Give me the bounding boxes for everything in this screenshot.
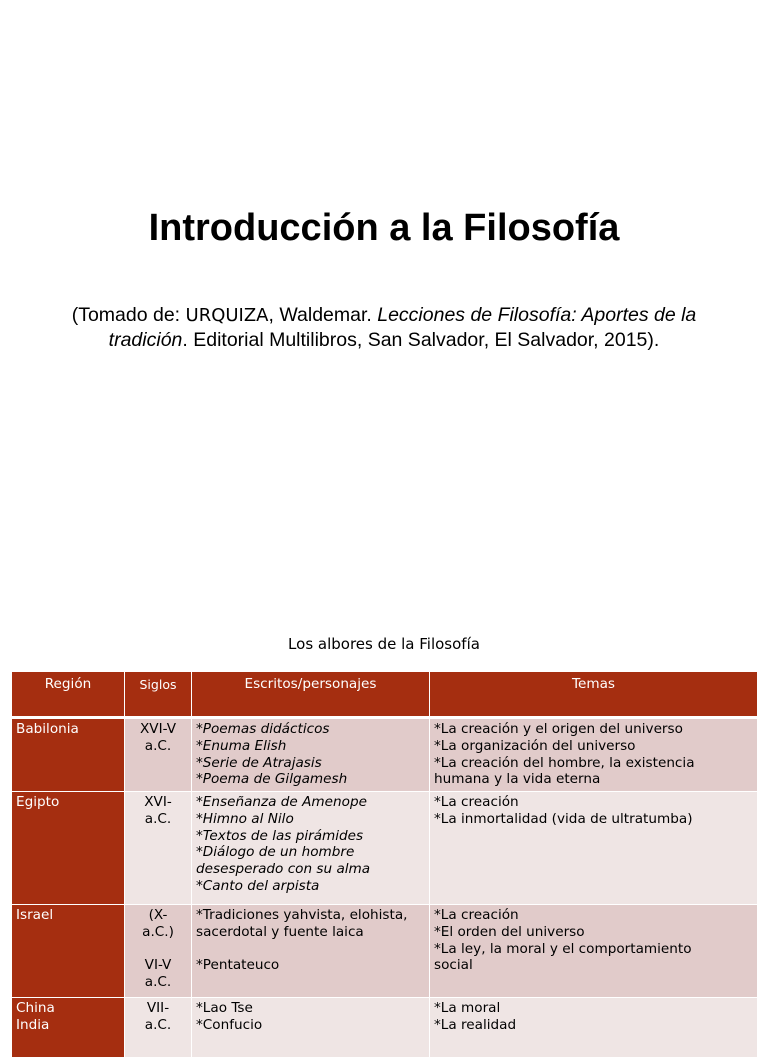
themes-cell-line: *La ley, la moral y el comportamiento — [434, 940, 692, 957]
region-cell-line: Israel — [16, 907, 54, 923]
region-cell-line: Egipto — [16, 794, 60, 810]
source-book-title: Lecciones de Filosofía: Aportes de la tradición — [108, 304, 697, 351]
themes-cell-line: social — [434, 957, 473, 974]
table-caption: Los albores de la Filosofía — [288, 635, 480, 653]
writings-cell — [192, 998, 430, 1058]
centuries-cell-line: a.C. — [144, 810, 172, 827]
writings-cell-line: *Himno al Nilo — [196, 810, 294, 827]
centuries-cell-line: a.C. — [144, 974, 172, 991]
region-cell-line: China — [16, 1000, 55, 1016]
writings-cell-line: *Tradiciones yahvista, elohista, — [196, 907, 408, 923]
source-open: (Tomado de: — [71, 304, 186, 326]
header-themes: Temas — [430, 672, 758, 718]
writings-cell-line: *Enseñanza de Amenope — [196, 794, 367, 810]
source-after-author: , Waldemar. — [268, 304, 378, 326]
centuries-cell-line: a.C. — [144, 737, 172, 754]
header-writings: Escritos/personajes — [192, 672, 430, 718]
source-author: URQUIZA — [185, 305, 269, 326]
header-centuries: Siglos — [125, 672, 192, 718]
themes-cell-line: humana y la vida eterna — [434, 771, 601, 788]
themes-cell — [430, 905, 758, 998]
header-region: Región — [12, 672, 125, 718]
themes-cell-line: *La creación y el origen del universo — [434, 721, 683, 737]
table-row — [12, 792, 758, 905]
philosophy-origins-table — [11, 671, 758, 1058]
table-header-row — [12, 672, 758, 718]
themes-cell-line: *La creación — [434, 907, 519, 923]
centuries-cell-line: XVI- — [144, 794, 172, 810]
themes-cell-line: *La creación del hombre, la existencia — [434, 754, 695, 771]
source-citation — [30, 303, 738, 353]
table-body — [12, 718, 758, 1058]
writings-cell-line: desesperado con su alma — [196, 861, 371, 878]
centuries-cell-line: a.C. — [144, 1016, 172, 1033]
centuries-cell-line: a.C.) — [142, 923, 174, 940]
themes-cell-line: *El orden del universo — [434, 923, 585, 940]
table-row — [12, 718, 758, 792]
writings-cell-line: *Diálogo de un hombre — [196, 844, 355, 861]
writings-cell-line: *Lao Tse — [196, 1000, 253, 1016]
region-cell — [12, 905, 125, 998]
themes-cell — [430, 998, 758, 1058]
themes-cell-line: *La organización del universo — [434, 737, 636, 754]
region-cell — [12, 998, 125, 1058]
page-title: Introducción a la Filosofía — [148, 207, 620, 249]
writings-cell-line: sacerdotal y fuente laica — [196, 923, 364, 940]
themes-cell — [430, 718, 758, 792]
table-row — [12, 905, 758, 998]
writings-cell-line: *Poema de Gilgamesh — [196, 771, 348, 788]
region-cell — [12, 718, 125, 792]
themes-cell-line: *La moral — [434, 1000, 501, 1016]
themes-cell — [430, 792, 758, 905]
themes-cell-line: *La creación — [434, 794, 519, 810]
writings-cell-line — [196, 941, 425, 958]
writings-cell-line: *Serie de Atrajasis — [196, 754, 322, 771]
writings-cell-line: *Poemas didácticos — [196, 721, 330, 737]
centuries-cell-line: XVI-V — [139, 721, 177, 737]
centuries-cell-line: VI-V — [144, 957, 172, 974]
writings-cell-line: *Textos de las pirámides — [196, 827, 364, 844]
centuries-cell — [125, 718, 192, 792]
centuries-cell — [125, 792, 192, 905]
writings-cell-line: *Enuma Elish — [196, 737, 287, 754]
region-cell — [12, 792, 125, 905]
region-cell-line: India — [16, 1016, 50, 1033]
themes-cell-line: *La inmortalidad (vida de ultratumba) — [434, 810, 693, 827]
writings-cell-line: *Confucio — [196, 1016, 263, 1033]
writings-cell — [192, 792, 430, 905]
centuries-cell — [125, 905, 192, 998]
region-cell-line: Babilonia — [16, 721, 79, 737]
source-rest: . Editorial Multilibros, San Salvador, El Salvador, 2015). — [182, 329, 660, 351]
writings-cell-line: *Canto del arpista — [196, 877, 320, 894]
centuries-cell-line — [129, 941, 187, 958]
table-row — [12, 998, 758, 1058]
writings-cell — [192, 905, 430, 998]
writings-cell-line: *Pentateuco — [196, 957, 280, 974]
centuries-cell — [125, 998, 192, 1058]
themes-cell-line: *La realidad — [434, 1016, 517, 1033]
centuries-cell-line: VII- — [146, 1000, 170, 1016]
writings-cell — [192, 718, 430, 792]
centuries-cell-line: (X- — [148, 907, 168, 923]
